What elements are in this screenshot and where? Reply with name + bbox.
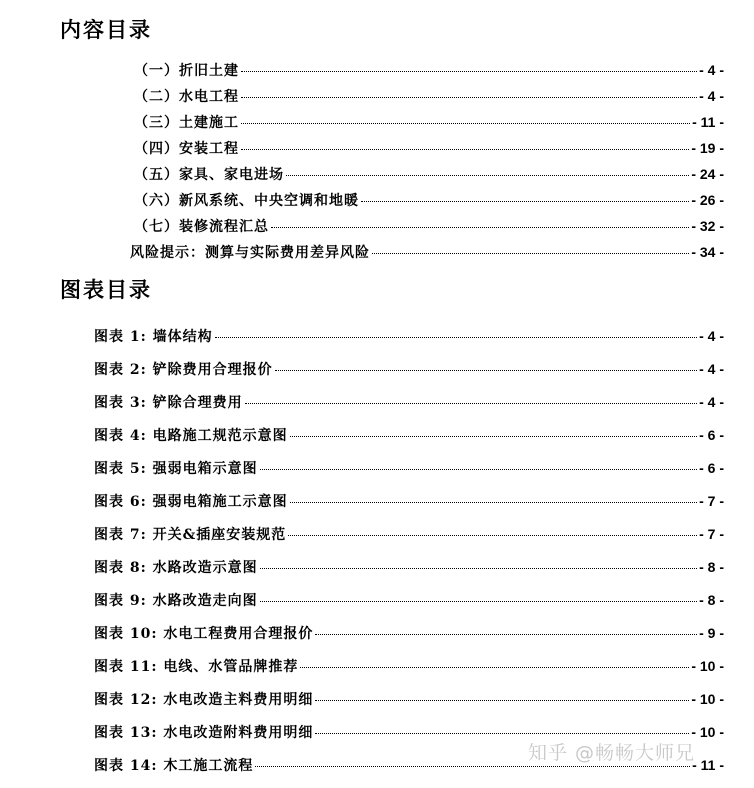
toc-entry[interactable] (134, 60, 724, 86)
dot-leader (255, 766, 690, 767)
dot-leader (315, 634, 697, 635)
dot-leader (260, 469, 697, 470)
toc-entry-label: （三）土建施工 (134, 115, 239, 131)
dot-leader (290, 502, 697, 503)
toc-entry-label: （二）水电工程 (134, 89, 239, 105)
figure-entry[interactable] (94, 656, 724, 689)
figure-entry-label: 图表 10: 水电工程费用合理报价 (94, 626, 314, 642)
figure-entry-label: 图表 4: 电路施工规范示意图 (94, 428, 288, 444)
toc-heading: 内容目录 (60, 18, 152, 42)
toc-entry[interactable] (134, 216, 724, 242)
figure-entry-page: - 9 - (699, 625, 724, 641)
toc-entry-page: - 34 - (691, 244, 724, 260)
toc-entry-page: - 24 - (691, 166, 724, 182)
dot-leader (241, 97, 697, 98)
dot-leader (315, 733, 689, 734)
figure-entry[interactable] (94, 590, 724, 623)
toc-entry[interactable] (134, 138, 724, 164)
dot-leader (215, 337, 697, 338)
figure-entry-page: - 4 - (699, 361, 724, 377)
dot-leader (271, 227, 689, 228)
figure-entry-label: 图表 8: 水路改造示意图 (94, 560, 258, 576)
figures-heading: 图表目录 (60, 278, 152, 302)
figure-entry[interactable] (94, 491, 724, 524)
dot-leader (288, 535, 697, 536)
figure-entry-page: - 8 - (699, 592, 724, 608)
figure-entry[interactable] (94, 689, 724, 722)
toc-entry-page: - 4 - (699, 88, 724, 104)
toc-entry-risk[interactable] (130, 242, 724, 268)
dot-leader (300, 667, 689, 668)
figure-entry-page: - 10 - (691, 658, 724, 674)
dot-leader (241, 71, 697, 72)
toc-entry[interactable] (134, 190, 724, 216)
dot-leader (372, 253, 689, 254)
figure-entry[interactable] (94, 425, 724, 458)
toc-entry-page: - 4 - (699, 62, 724, 78)
figure-entry[interactable] (94, 524, 724, 557)
dot-leader (260, 568, 697, 569)
figure-entry-page: - 4 - (699, 328, 724, 344)
toc-entry[interactable] (134, 86, 724, 112)
figure-entry-label: 图表 14: 木工施工流程 (94, 758, 254, 774)
dot-leader (315, 700, 689, 701)
figure-entry-page: - 6 - (699, 427, 724, 443)
toc-entry-label: （五）家具、家电进场 (134, 167, 284, 183)
figure-entry[interactable] (94, 557, 724, 590)
toc-entry-label: （四）安装工程 (134, 141, 239, 157)
figure-entry-label: 图表 7: 开关&插座安装规范 (94, 527, 287, 543)
toc-entry-label: （七）装修流程汇总 (134, 219, 269, 235)
figure-entry-page: - 7 - (699, 526, 724, 542)
figure-entry-label: 图表 3: 铲除合理费用 (94, 395, 243, 411)
toc-entry-page: - 11 - (692, 114, 724, 130)
toc-entry-label: 风险提示：测算与实际费用差异风险 (130, 245, 370, 261)
watermark: 知乎 @畅畅大师兄 (528, 742, 696, 764)
figure-entry-label: 图表 1: 墙体结构 (94, 329, 213, 345)
figure-entry-page: - 4 - (699, 394, 724, 410)
toc-entry[interactable] (134, 164, 724, 190)
figure-entry-label: 图表 13: 水电改造附料费用明细 (94, 725, 314, 741)
figure-entry-page: - 11 - (692, 757, 724, 773)
dot-leader (290, 436, 697, 437)
figure-entry-page: - 6 - (699, 460, 724, 476)
dot-leader (286, 175, 689, 176)
figure-entry-label: 图表 6: 强弱电箱施工示意图 (94, 494, 288, 510)
figure-entry[interactable] (94, 326, 724, 359)
toc-entry-page: - 26 - (691, 192, 724, 208)
dot-leader (241, 149, 689, 150)
figure-entry[interactable] (94, 359, 724, 392)
dot-leader (275, 370, 697, 371)
toc-entry-label: （一）折旧土建 (134, 63, 239, 79)
dot-leader (245, 403, 697, 404)
figure-entry-label: 图表 9: 水路改造走向图 (94, 593, 258, 609)
dot-leader (241, 123, 690, 124)
toc-entry-label: （六）新风系统、中央空调和地暖 (134, 193, 359, 209)
figure-entry[interactable] (94, 458, 724, 491)
figure-entry-label: 图表 5: 强弱电箱示意图 (94, 461, 258, 477)
dot-leader (361, 201, 689, 202)
figure-entry-page: - 8 - (699, 559, 724, 575)
dot-leader (260, 601, 697, 602)
figure-entry-page: - 7 - (699, 493, 724, 509)
figure-entry-label: 图表 2: 铲除费用合理报价 (94, 362, 273, 378)
toc-entry-page: - 19 - (691, 140, 724, 156)
figure-entry-label: 图表 12: 水电改造主料费用明细 (94, 692, 314, 708)
toc-entry[interactable] (134, 112, 724, 138)
figure-entry-label: 图表 11: 电线、水管品牌推荐 (94, 659, 299, 675)
figure-entry-page: - 10 - (691, 724, 724, 740)
figure-entry[interactable] (94, 623, 724, 656)
figure-entry[interactable] (94, 392, 724, 425)
figure-entry-page: - 10 - (691, 691, 724, 707)
toc-entry-page: - 32 - (691, 218, 724, 234)
